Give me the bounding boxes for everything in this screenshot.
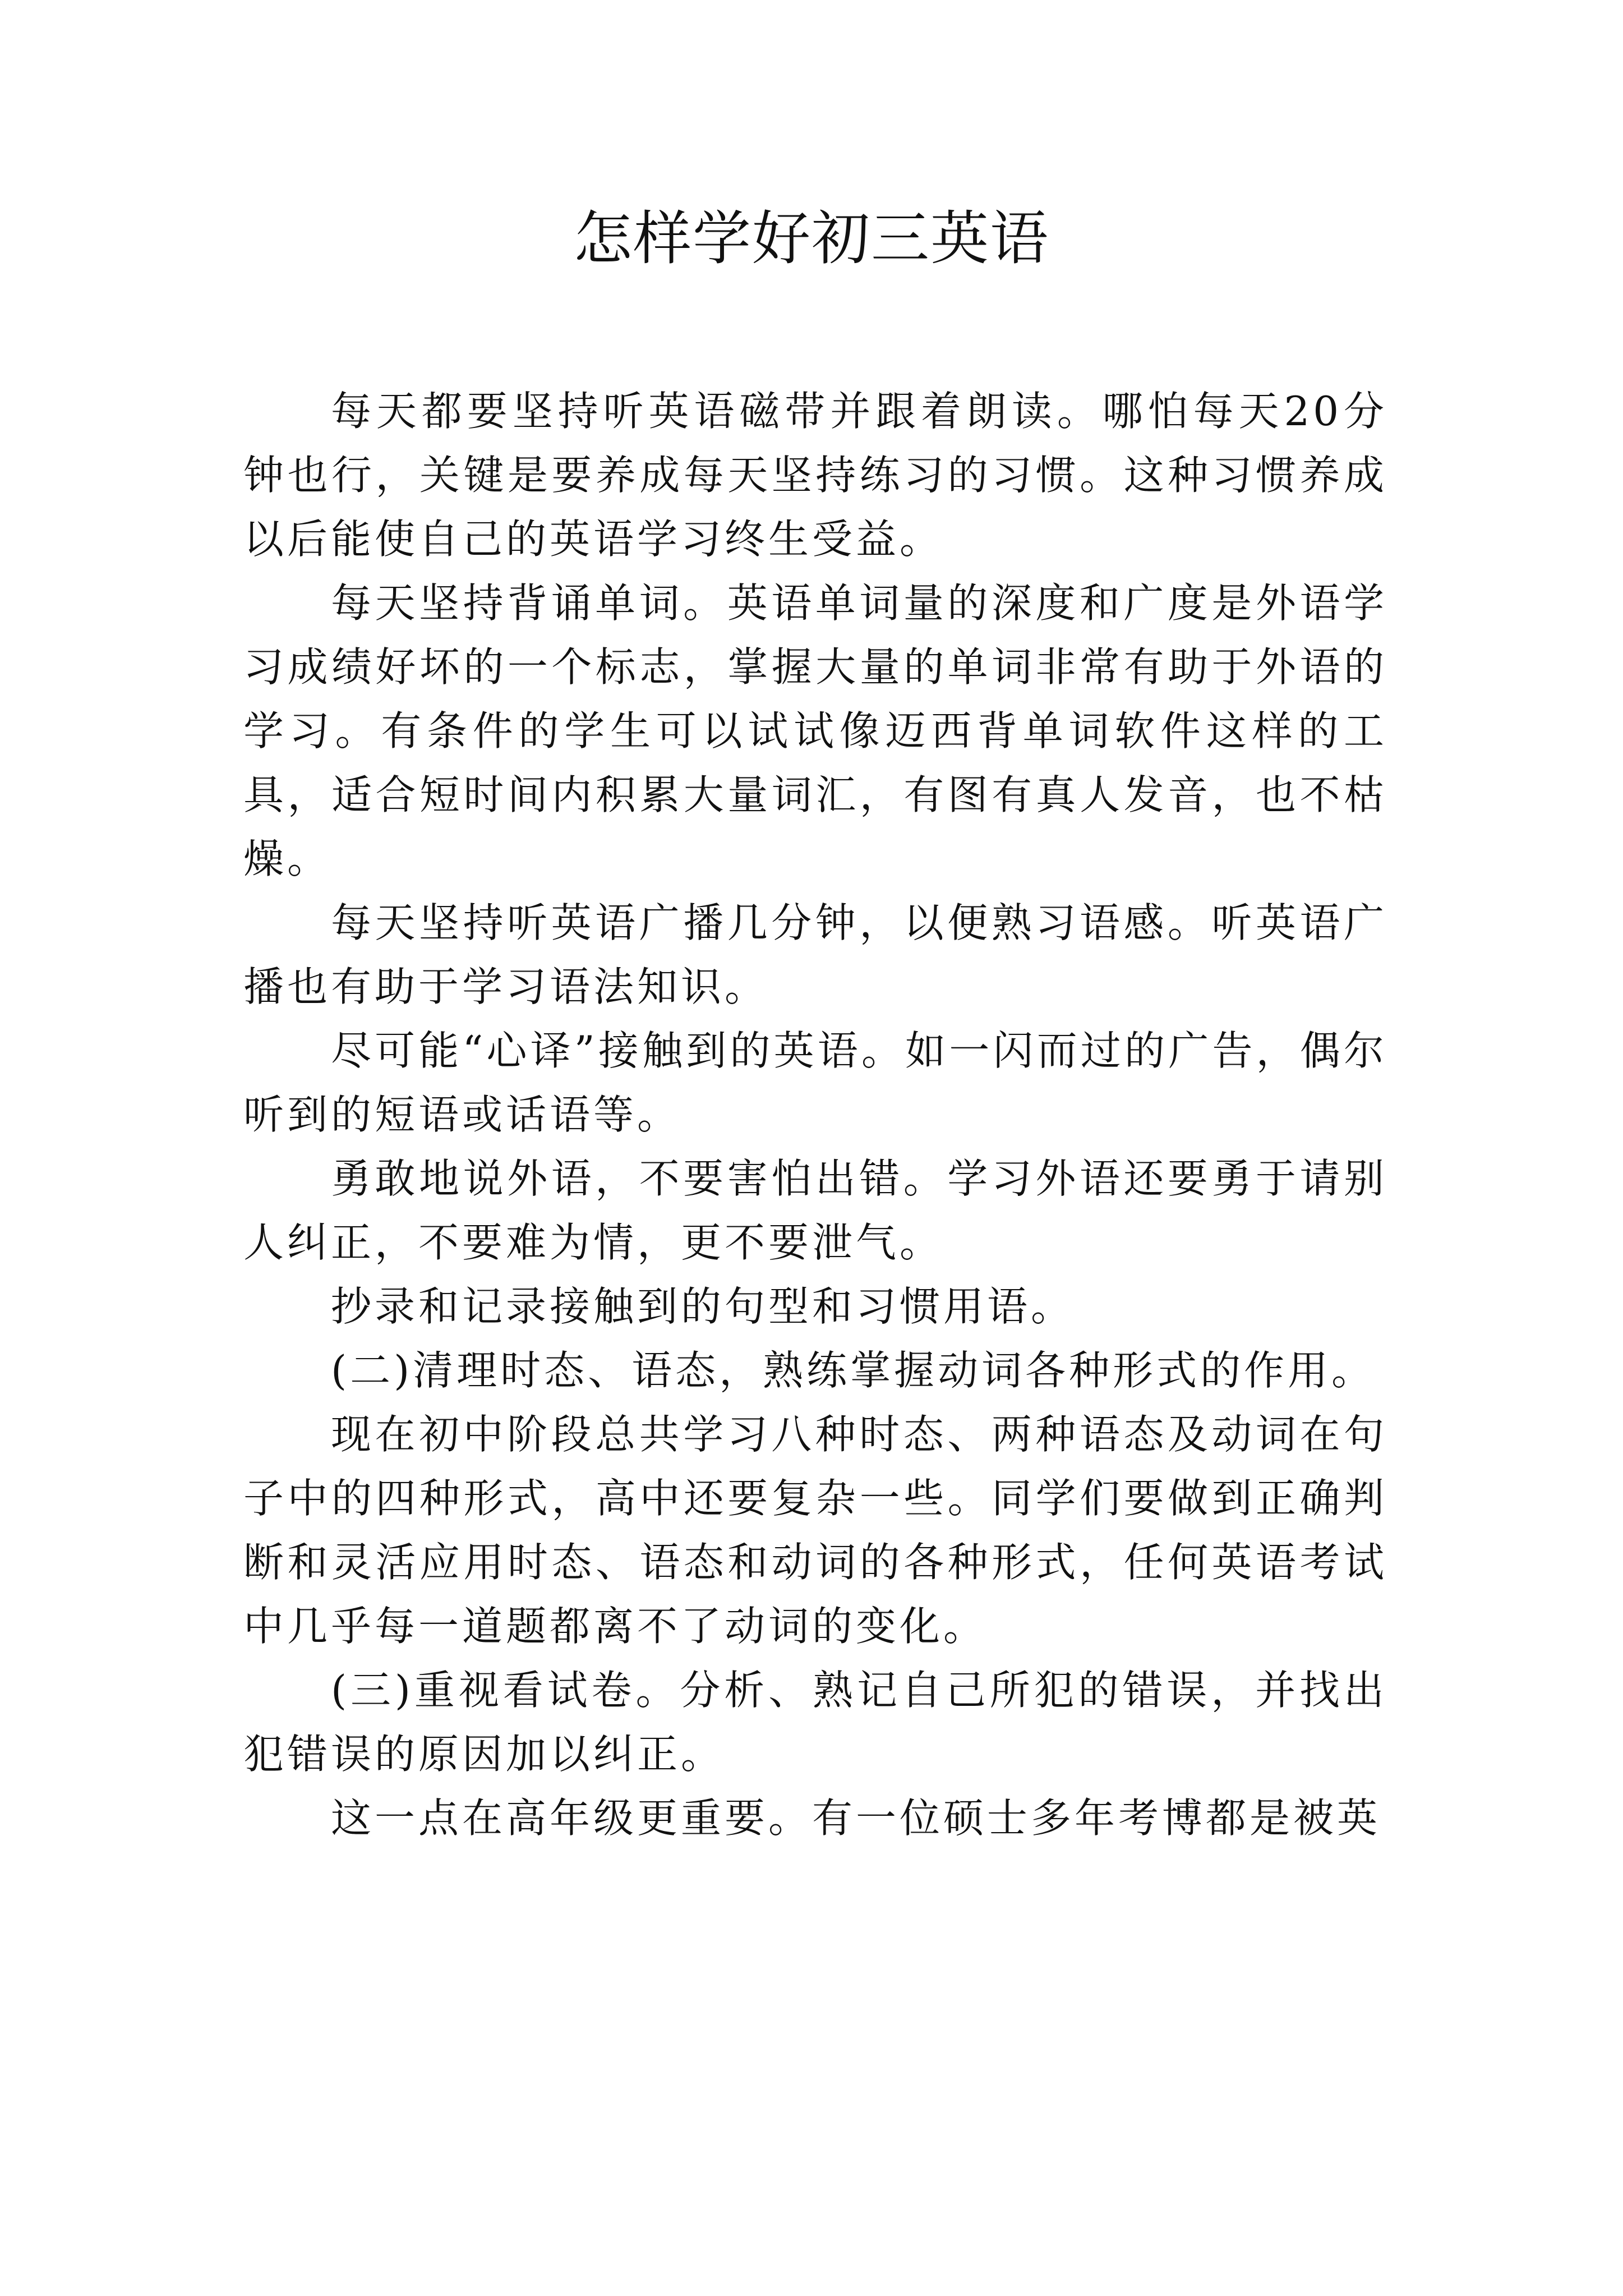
paragraph-word-memorization: 每天坚持背诵单词。英语单词量的深度和广度是外语学习成绩好坏的一个标志，掌握大量的单词非常有助于外语的学习。有条件的学生可以试试像迈西背单词软件这样的工具，适合短时间内积累大量词汇，有图有真人发音，也不枯燥。 [243, 579, 1387, 882]
paragraph-mental-translation: 尽可能“心译”接触到的英语。如一闪而过的广告，偶尔听到的短语或话语等。 [243, 1027, 1387, 1138]
paragraph-copy-phrases: 抄录和记录接触到的句型和习惯用语。 [331, 1283, 1075, 1330]
paragraph-radio-listening: 每天坚持听英语广播几分钟，以便熟习语感。听英语广播也有助于学习语法知识。 [243, 899, 1387, 1010]
paragraph-section-two-heading: (二)清理时态、语态，熟练掌握动词各种形式的作用。 [331, 1347, 1376, 1394]
paragraph-tenses-voices: 现在初中阶段总共学习八种时态、两种语态及动词在句子中的四种形式，高中还要复杂一些。同学们要做到正确判断和灵活应用时态、语态和动词的各种形式，任何英语考试中几乎每一道题都离不了动词的变化。 [243, 1411, 1387, 1650]
paragraph-speak-bravely: 勇敢地说外语，不要害怕出错。学习外语还要勇于请别人纠正，不要难为情，更不要泄气。 [243, 1155, 1387, 1266]
document-body [243, 379, 1387, 1850]
paragraph-higher-grades: 这一点在高年级更重要。有一位硕士多年考博都是被英 [331, 1795, 1381, 1842]
paragraph-section-three-heading: (三)重视看试卷。分析、熟记自己所犯的错误，并找出犯错误的原因加以纠正。 [243, 1667, 1387, 1778]
paragraph-daily-listening: 每天都要坚持听英语磁带并跟着朗读。哪怕每天20分钟也行，关键是要养成每天坚持练习的习惯。这种习惯养成以后能使自己的英语学习终生受益。 [243, 388, 1387, 563]
document-title: 怎样学好初三英语 [573, 204, 1049, 273]
